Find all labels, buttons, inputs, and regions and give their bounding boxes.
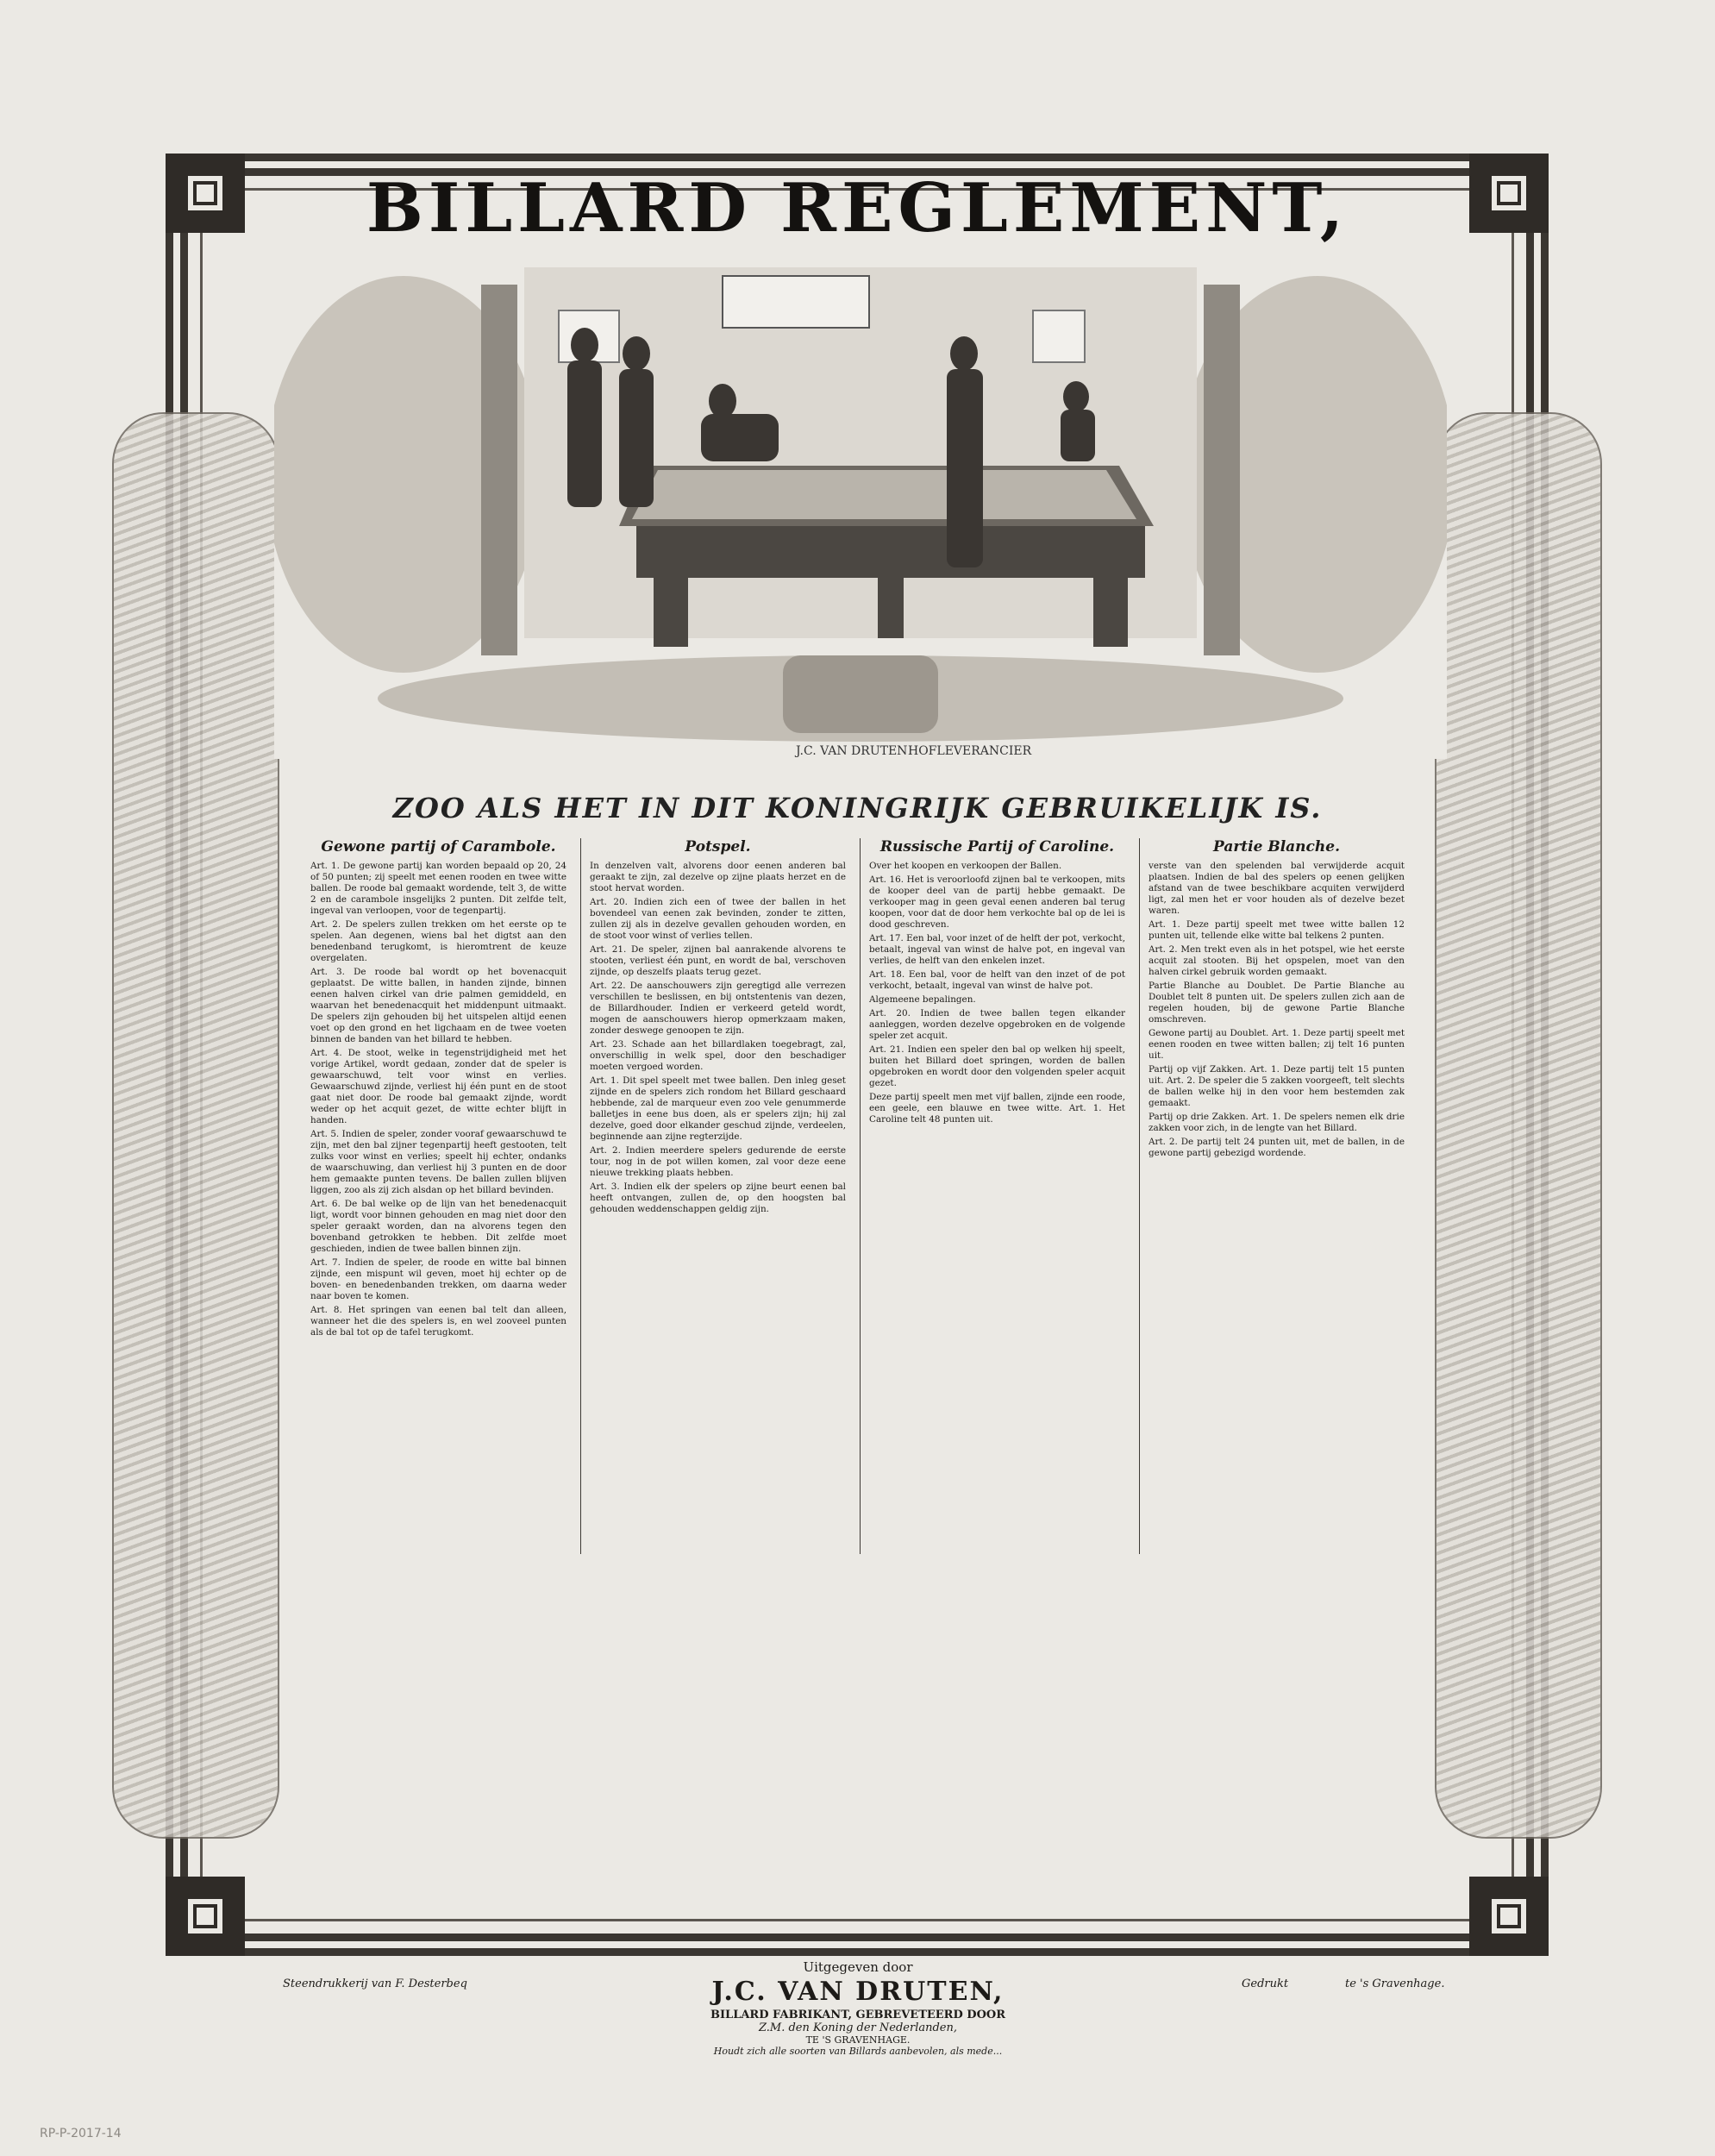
- inventory-number: RP-P-2017-14: [40, 2127, 122, 2140]
- rule-paragraph: Art. 1. Dit spel speelt met twee ballen. Den inleg geset zijnde en de spelers zich rondom het Billard geschaard hebbende, zal de marqueur even zoo vele genummerde balletjes in eene bus doen, als er spelers zijn; hij zal dezelve, goed door elkander geschud zijnde, verdeelen, beginnende aan zijne regterzijde.: [590, 1075, 846, 1142]
- rules-columns: [310, 838, 1404, 1554]
- rule-paragraph: Art. 20. Indien de twee ballen tegen elkander aanleggen, worden dezelve opgebroken en de volgende speler zet acquit.: [869, 1008, 1125, 1041]
- page-title: BILLARD REGLEMENT,: [366, 169, 1349, 248]
- rule-paragraph: Art. 20. Indien zich een of twee der ballen in het bovendeel van eenen zak bevinden, zonder te zitten, zullen zij als in dezelve gevallen gehouden worden, en de stoot voor winst of verlies tellen.: [590, 897, 846, 941]
- rule-paragraph: Partij op vijf Zakken. Art. 1. Deze partij telt 15 punten uit. Art. 2. De speler die 5 zakken voorgeeft, telt slechts de ballen welke hij in den voor hem bestemden zak gemaakt.: [1149, 1064, 1405, 1108]
- rule-paragraph: Art. 2. Men trekt even als in het potspel, wie het eerste acquit zal stooten. Bij het opspelen, moet van den halven cirkel gebruik worden gemaakt.: [1149, 944, 1405, 977]
- rule-paragraph: Art. 1. De gewone partij kan worden bepaald op 20, 24 of 50 punten; zij speelt met eenen rooden en twee witte ballen. De roode bal gemaakt wordende, telt 3, de witte 2 en de carambole insgelijks 2 punten. Dit zelfde telt, ingeval van verloopen, voor de tegenpartij.: [310, 861, 566, 916]
- rule-paragraph: Art. 2. Indien meerdere spelers gedurende de eerste tour, nog in de pot willen komen, zal voor deze eene nieuwe trekking plaats hebben.: [590, 1145, 846, 1178]
- rule-paragraph: Art. 8. Het springen van eenen bal telt dan alleen, wanneer het die des spelers is, en wel zooveel punten als de bal tot op de tafel terugkomt.: [310, 1305, 566, 1338]
- imprint-city: TE 'S GRAVENHAGE.: [805, 2034, 911, 2046]
- rule-paragraph: Art. 16. Het is veroorloofd zijnen bal te verkoopen, mits de kooper deel van de partij hebbe gemaakt. De verkooper mag in geen geval eenen anderen bal terug koopen, voor dat de door hem verkochte bal op de lei is dood geschreven.: [869, 874, 1125, 930]
- rule-paragraph: Partij op drie Zakken. Art. 1. De spelers nemen elk drie zakken voor zich, in de lengte van het Billard.: [1149, 1112, 1405, 1133]
- rule-paragraph: Over het koopen en verkoopen der Ballen.: [869, 861, 1062, 871]
- rule-paragraph: Art. 23. Schade aan het billardlaken toegebragt, zal, onverschillig in welk spel, door den beschadiger moeten vergoed worden.: [590, 1039, 846, 1072]
- rule-paragraph: Art. 17. Een bal, voor inzet of de helft der pot, verkocht, betaalt, ingeval van winst de halve pot, en ingeval van verlies, de helft van den enkelen inzet.: [869, 933, 1125, 966]
- rule-paragraph: verste van den spelenden bal verwijderde acquit plaatsen. Indien de bal des spelers op eenen gelijken afstand van de twee beschikbare acquiten verwijderd ligt, zal men het er voor houden als of dezelve bezet waren.: [1149, 861, 1405, 916]
- rule-paragraph: Art. 7. Indien de speler, de roode en witte bal binnen zijnde, een mispunt wil geven, moet hij echter op de boven- en benedenbanden trekken, om daarna weder naar boven te komen.: [310, 1257, 566, 1301]
- rule-paragraph: In denzelven valt, alvorens door eenen anderen bal geraakt te zijn, zal dezelve op zijne plaats herzet en de stoot hervat worden.: [590, 861, 846, 893]
- page-subtitle: ZOO ALS HET IN DIT KONINGRIJK GEBRUIKELIJK IS.: [392, 792, 1323, 824]
- column-divider: [580, 838, 581, 1554]
- column-heading: Russische Partij of Caroline.: [879, 838, 1115, 856]
- engraver-credit-right: HOFLEVERANCIER: [908, 744, 1032, 758]
- rule-paragraph: Art. 21. De speler, zijnen bal aanrakende alvorens te stooten, verliest één punt, en wordt de bal, verschoven zijnde, op deszelfs plaats terug gezet.: [590, 944, 846, 977]
- rule-paragraph: Art. 5. Indien de speler, zonder vooraf gewaarschuwd te zijn, met den bal zijner tegenpartij heeft gestooten, telt zulks voor winst en verlies; speelt hij echter, ondanks de waarschuwing, dan verliest hij 3 punten en de door hem gemaakte punten tevens. De ballen zullen blijven liggen, zoo als zij zich alsdan op het billard bevinden.: [310, 1129, 566, 1195]
- rule-paragraph: Art. 6. De bal welke op de lijn van het benedenacquit ligt, wordt voor binnen gehouden en mag niet door den speler geraakt worden, dan na alvorens tegen den bovenband getrokken te hebben. Dit zelfde moet geschieden, indien de twee ballen binnen zijn.: [310, 1199, 566, 1254]
- rule-paragraph: Art. 3. Indien elk der spelers op zijne beurt eenen bal heeft ontvangen, zullen de, op den hoogsten bal gehouden weddenschappen geldig zijn.: [590, 1181, 846, 1214]
- right-ornament-column: [1435, 412, 1602, 1839]
- rule-paragraph: Art. 18. Een bal, voor de helft van den inzet of de pot verkocht, betaalt, ingeval van winst de halve pot.: [869, 969, 1125, 991]
- rule-paragraph: Art. 21. Indien een speler den bal op welken hij speelt, buiten het Billard doet springen, worden de ballen opgebroken en wordt door den volgenden speler acquit gezet.: [869, 1044, 1125, 1088]
- corner-ornament-bottom-right: [1469, 1877, 1549, 1956]
- rules-column-1: [310, 838, 566, 1554]
- rule-paragraph: Algemeene bepalingen.: [869, 994, 976, 1005]
- corner-ornament-bottom-left: [166, 1877, 245, 1956]
- printed-city: te 's Gravenhage.: [1345, 1977, 1445, 1990]
- column-heading: Gewone partij of Carambole.: [321, 838, 556, 856]
- column-heading: Potspel.: [685, 838, 751, 856]
- rule-paragraph: Art. 3. De roode bal wordt op het bovenacquit geplaatst. De witte ballen, in handen zijnde, binnen eenen halven cirkel van drie palmen gemiddeld, en waarvan het benedenacquit het middenpunt uitmaakt. De spelers zijn gehouden bij het uitspelen altijd eenen voet op den grond en het ligchaam en de twee voeten binnen de banden van het billard te hebben.: [310, 967, 566, 1044]
- column-divider: [860, 838, 861, 1554]
- rule-paragraph: Art. 4. De stoot, welke in tegenstrijdigheid met het vorige Artikel, wordt gedaan, zonder dat de speler is gewaarschuwd, telt voor winst en verlies. Gewaarschuwd zijnde, verliest hij één punt en de stoot gaat niet door. De roode bal gemaakt zijnde, wordt weder op het acquit gezet, de witte echter blijft in handen.: [310, 1048, 566, 1125]
- imprint-line: Z.M. den Koning der Nederlanden,: [758, 2021, 958, 2034]
- printer-credit: Steendrukkerij van F. Desterbeq: [283, 1977, 467, 1990]
- rules-column-2: [590, 838, 846, 1554]
- publisher-imprint: [655, 1959, 1061, 2057]
- imprint-note: Houdt zich alle soorten van Billards aanbevolen, als mede...: [713, 2046, 1003, 2057]
- billiard-scene-engraving: [274, 250, 1447, 759]
- engraver-credit-left: J.C. VAN DRUTEN: [796, 744, 908, 758]
- rule-paragraph: Art. 1. Deze partij speelt met twee witte ballen 12 punten uit, tellende elke witte bal telkens 2 punten.: [1149, 919, 1405, 941]
- rule-paragraph: Gewone partij au Doublet. Art. 1. Deze partij speelt met eenen rooden en twee witten ballen; zij telt 16 punten uit.: [1149, 1028, 1405, 1061]
- imprint-line: BILLARD FABRIKANT, GEBREVETEERD DOOR: [710, 2009, 1006, 2021]
- imprint-publisher-name: J.C. VAN DRUTEN,: [711, 1977, 1005, 2007]
- rule-paragraph: Deze partij speelt men met vijf ballen, zijnde een roode, een geele, een blauwe en twee witte. Art. 1. Het Caroline telt 48 punten uit.: [869, 1092, 1125, 1125]
- column-divider: [1139, 838, 1140, 1554]
- column-heading: Partie Blanche.: [1213, 838, 1340, 856]
- rule-paragraph: Art. 2. De partij telt 24 punten uit, met de ballen, in de gewone partij gebezigd wordende.: [1149, 1137, 1405, 1158]
- printed-credit: Gedrukt: [1242, 1977, 1289, 1990]
- rule-paragraph: Partie Blanche au Doublet. De Partie Blanche au Doublet telt 8 punten uit. De spelers zullen zich aan de regelen houden, bij de gewone Partie Blanche omschreven.: [1149, 981, 1405, 1025]
- rules-column-4: [1149, 838, 1405, 1554]
- rule-paragraph: Art. 2. De spelers zullen trekken om het eerste op te spelen. Aan degenen, wiens bal het digtst aan den benedenband terugkomt, is hieromtrent de keuze overgelaten.: [310, 919, 566, 963]
- rule-paragraph: Art. 22. De aanschouwers zijn geregtigd alle verrezen verschillen te beslissen, en bij ontstentenis van dezen, de Billardhouder. Indien er verkeerd geteld wordt, mogen de aanschouwers hierop opmerkzaam maken, zonder deswege genoopen te zijn.: [590, 981, 846, 1036]
- imprint-intro: Uitgegeven door: [803, 1959, 913, 1975]
- left-ornament-column: [112, 412, 279, 1839]
- rules-column-3: [869, 838, 1125, 1554]
